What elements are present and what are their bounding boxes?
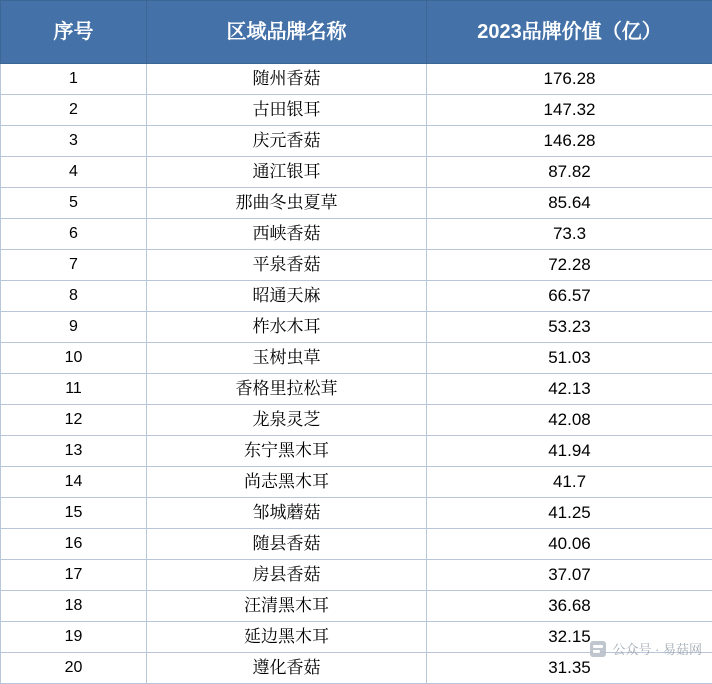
cell-brand-value: 87.82 xyxy=(427,157,712,188)
table-row xyxy=(1,281,712,312)
cell-brand-value: 72.28 xyxy=(427,250,712,281)
cell-brand-value: 42.08 xyxy=(427,405,712,436)
table-row xyxy=(1,157,712,188)
table-row xyxy=(1,188,712,219)
cell-rank: 15 xyxy=(1,498,147,529)
cell-rank: 18 xyxy=(1,591,147,622)
table-row xyxy=(1,622,712,653)
cell-brand-value: 41.94 xyxy=(427,436,712,467)
cell-brand-name: 延边黑木耳 xyxy=(147,622,427,653)
cell-brand-name: 昭通天麻 xyxy=(147,281,427,312)
cell-brand-value: 37.07 xyxy=(427,560,712,591)
cell-brand-value: 36.68 xyxy=(427,591,712,622)
table-row xyxy=(1,374,712,405)
column-header-brand-value: 2023品牌价值（亿） xyxy=(427,1,712,64)
table-row xyxy=(1,560,712,591)
cell-rank: 9 xyxy=(1,312,147,343)
cell-brand-name: 庆元香菇 xyxy=(147,126,427,157)
cell-brand-name: 龙泉灵芝 xyxy=(147,405,427,436)
cell-brand-value: 53.23 xyxy=(427,312,712,343)
cell-brand-name: 香格里拉松茸 xyxy=(147,374,427,405)
cell-brand-value: 32.15 xyxy=(427,622,712,653)
table-row xyxy=(1,219,712,250)
table-row xyxy=(1,312,712,343)
cell-rank: 20 xyxy=(1,653,147,684)
cell-brand-value: 147.32 xyxy=(427,95,712,126)
cell-brand-name: 东宁黑木耳 xyxy=(147,436,427,467)
table-row xyxy=(1,64,712,95)
cell-brand-name: 西峡香菇 xyxy=(147,219,427,250)
column-header-rank: 序号 xyxy=(1,1,147,64)
table-row xyxy=(1,95,712,126)
cell-brand-value: 42.13 xyxy=(427,374,712,405)
cell-brand-name: 那曲冬虫夏草 xyxy=(147,188,427,219)
cell-rank: 4 xyxy=(1,157,147,188)
table-row xyxy=(1,529,712,560)
cell-brand-value: 41.25 xyxy=(427,498,712,529)
cell-rank: 5 xyxy=(1,188,147,219)
cell-rank: 19 xyxy=(1,622,147,653)
cell-rank: 14 xyxy=(1,467,147,498)
table-row xyxy=(1,467,712,498)
cell-brand-name: 遵化香菇 xyxy=(147,653,427,684)
cell-brand-name: 随县香菇 xyxy=(147,529,427,560)
cell-rank: 1 xyxy=(1,64,147,95)
cell-brand-value: 73.3 xyxy=(427,219,712,250)
cell-brand-name: 通江银耳 xyxy=(147,157,427,188)
cell-rank: 13 xyxy=(1,436,147,467)
cell-brand-name: 古田银耳 xyxy=(147,95,427,126)
cell-brand-name: 邹城蘑菇 xyxy=(147,498,427,529)
cell-rank: 3 xyxy=(1,126,147,157)
table-row xyxy=(1,498,712,529)
cell-brand-value: 85.64 xyxy=(427,188,712,219)
table-row xyxy=(1,250,712,281)
table-row xyxy=(1,405,712,436)
table-body xyxy=(1,64,712,684)
cell-brand-name: 尚志黑木耳 xyxy=(147,467,427,498)
cell-rank: 17 xyxy=(1,560,147,591)
cell-rank: 10 xyxy=(1,343,147,374)
table-row xyxy=(1,591,712,622)
cell-rank: 11 xyxy=(1,374,147,405)
table-row xyxy=(1,126,712,157)
column-header-brand-name: 区域品牌名称 xyxy=(147,1,427,64)
cell-brand-name: 玉树虫草 xyxy=(147,343,427,374)
cell-brand-value: 51.03 xyxy=(427,343,712,374)
cell-brand-value: 40.06 xyxy=(427,529,712,560)
table-row xyxy=(1,436,712,467)
cell-brand-name: 平泉香菇 xyxy=(147,250,427,281)
cell-brand-name: 房县香菇 xyxy=(147,560,427,591)
cell-rank: 2 xyxy=(1,95,147,126)
cell-rank: 8 xyxy=(1,281,147,312)
cell-rank: 16 xyxy=(1,529,147,560)
cell-rank: 12 xyxy=(1,405,147,436)
watermark-text: 公众号 · 易菇网 xyxy=(612,639,702,658)
table-row xyxy=(1,653,712,684)
cell-brand-value: 146.28 xyxy=(427,126,712,157)
cell-brand-name: 随州香菇 xyxy=(147,64,427,95)
cell-rank: 7 xyxy=(1,250,147,281)
cell-brand-name: 柞水木耳 xyxy=(147,312,427,343)
table-header xyxy=(1,1,712,64)
table-row xyxy=(1,343,712,374)
cell-brand-value: 66.57 xyxy=(427,281,712,312)
cell-brand-value: 31.35 xyxy=(427,653,712,684)
cell-brand-value: 176.28 xyxy=(427,64,712,95)
table-header-row xyxy=(1,1,712,64)
cell-brand-value: 41.7 xyxy=(427,467,712,498)
cell-brand-name: 汪清黑木耳 xyxy=(147,591,427,622)
cell-rank: 6 xyxy=(1,219,147,250)
